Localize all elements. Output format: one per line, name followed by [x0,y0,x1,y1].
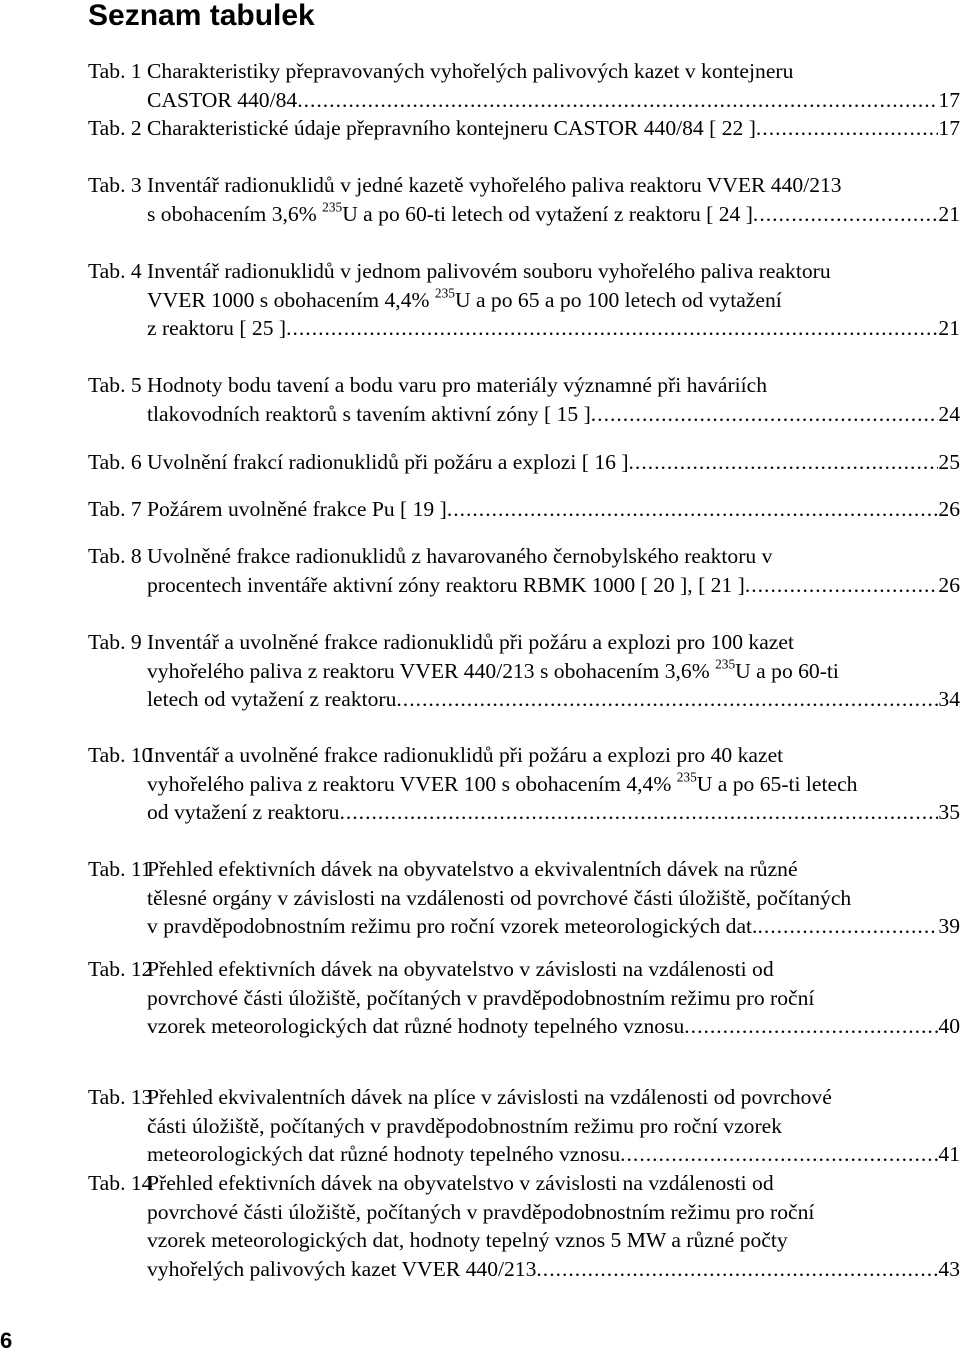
page-ref: 25 [938,450,960,474]
isotope-superscript: 235 [322,198,343,214]
entry-last-line [147,495,960,524]
toc-entry-tab-12[interactable] [88,955,960,1041]
entry-label: Tab. 4 [88,259,142,283]
entry-text-part: U a po 60-ti letech od vytažení z reaktoru [ 24 ] [342,201,753,226]
toc-entry-tab-4[interactable] [88,257,960,343]
entry-text-line: Přehled ekvivalentních dávek na plíce v závislosti na vzdálenosti od povrchové [147,1085,832,1109]
entry-text-line: Inventář a uvolněné frakce radionuklidů při požáru a explozi pro 40 kazet [147,743,784,767]
entry-last-line [147,200,960,229]
toc-entry-tab-5[interactable] [88,371,960,428]
entry-text: Charakteristické údaje přepravního kontejneru CASTOR 440/84 [ 22 ] [147,116,756,140]
page-title: Seznam tabulek [88,0,315,32]
entry-text: tlakovodních reaktorů s tavením aktivní zóny [ 15 ] [147,401,591,426]
dot-leader [339,798,938,827]
dot-leader [591,400,939,429]
entry-label: Tab. 10 [88,743,153,767]
page-ref: 17 [938,87,960,112]
entry-last-line [147,912,960,941]
entry-last-line [147,798,960,827]
toc-entry-tab-2[interactable] [88,114,960,143]
entry-text-line [147,770,960,799]
entry-last-line [147,1012,960,1041]
entry-text: CASTOR 440/84 [147,87,298,112]
dot-leader [536,1255,938,1284]
entry-last-line [147,685,960,714]
entry-last-line [147,571,960,600]
entry-last-line [147,114,960,143]
entry-text-part: vyhořelého paliva z reaktoru VVER 440/213 s obohacením 3,6% [147,658,716,683]
page-ref: 40 [938,1014,960,1038]
page-ref: 24 [938,401,960,426]
toc-entry-tab-9[interactable] [88,628,960,714]
dot-leader [753,200,938,229]
entry-label: Tab. 1 [88,59,142,83]
entry-text-line [147,657,960,686]
toc-entry-tab-1[interactable] [88,57,960,114]
entry-text-line: vzorek meteorologických dat, hodnoty tepelný vznos 5 MW a různé počty [147,1228,788,1252]
entry-text-line: tělesné orgány v závislosti na vzdálenosti od povrchové části úložiště, počítaných [147,885,852,910]
entry-last-line [147,1140,960,1169]
page-ref: 39 [938,914,960,938]
dot-leader [745,571,939,600]
isotope-superscript: 235 [715,655,736,671]
page-ref: 34 [938,687,960,711]
entry-text-line: Přehled efektivních dávek na obyvatelstvo a ekvivalentních dávek na různé [147,857,798,881]
entry-last-line [147,400,960,429]
entry-text-line: Hodnoty bodu tavení a bodu varu pro materiály významné při haváriích [147,373,768,397]
dot-leader [756,114,939,143]
isotope-superscript: 235 [676,768,697,784]
page-ref: 17 [938,116,960,140]
dot-leader [297,86,938,115]
page-ref: 35 [938,800,960,824]
entry-text-line: Přehled efektivních dávek na obyvatelstvo v závislosti na vzdálenosti od [147,957,774,981]
entry-text-line: Inventář a uvolněné frakce radionuklidů při požáru a explozi pro 100 kazet [147,630,794,654]
entry-text-part: U a po 60-ti [735,658,839,683]
page-ref: 43 [938,1256,960,1281]
entry-last-line [147,448,960,477]
entry-last-line [147,86,960,115]
entry-last-line [147,1255,960,1284]
toc-entry-tab-3[interactable] [88,171,960,228]
entry-text: Požárem uvolněné frakce Pu [ 19 ] [147,497,447,521]
dot-leader [620,1140,938,1169]
toc-entry-tab-10[interactable] [88,741,960,827]
entry-text: od vytažení z reaktoru [147,800,340,824]
page-ref: 26 [938,497,960,521]
entry-text-line: Charakteristiky přepravovaných vyhořelých palivových kazet v kontejneru [147,59,794,83]
entry-label: Tab. 14 [88,1171,153,1195]
entry-text: letech od vytažení z reaktoru [147,687,397,711]
entry-text: procentech inventáře aktivní zóny reaktoru RBMK 1000 [ 20 ], [ 21 ] [147,572,745,597]
entry-text-line: povrchové části úložiště, počítaných v pravděpodobnostním režimu pro roční [147,985,815,1010]
entry-label: Tab. 5 [88,373,142,397]
entry-label: Tab. 6 [88,450,142,474]
page-ref: 41 [938,1142,960,1166]
entry-text: Uvolnění frakcí radionuklidů při požáru a explozi [ 16 ] [147,450,629,474]
isotope-superscript: 235 [434,284,455,300]
entry-label: Tab. 11 [88,857,152,881]
entry-text-line: povrchové části úložiště, počítaných v pravděpodobnostním režimu pro roční [147,1199,815,1224]
dot-leader [757,912,938,941]
entry-text-part: VVER 1000 s obohacením 4,4% [147,287,435,312]
dot-leader [684,1012,938,1041]
entry-text: vyhořelých palivových kazet VVER 440/213 [147,1256,537,1281]
entry-text-line: Přehled efektivních dávek na obyvatelstvo v závislosti na vzdálenosti od [147,1171,774,1195]
toc-entry-tab-6[interactable] [88,448,960,477]
page-ref: 21 [938,316,960,340]
dot-leader [629,448,939,477]
entry-text: meteorologických dat různé hodnoty tepelného vznosu [147,1142,621,1166]
entry-text-part: s obohacením 3,6% [147,201,323,226]
toc-entry-tab-14[interactable] [88,1169,960,1283]
entry-label: Tab. 7 [88,497,142,521]
entry-text: vzorek meteorologických dat různé hodnoty tepelného vznosu [147,1014,685,1038]
toc-entry-tab-7[interactable] [88,495,960,524]
entry-text: v pravděpodobnostním režimu pro roční vzorek meteorologických dat. [147,914,758,938]
entry-text-line: Inventář radionuklidů v jednom palivovém souboru vyhořelého paliva reaktoru [147,259,831,283]
entry-text: z reaktoru [ 25 ] [147,316,287,340]
toc-entry-tab-13[interactable] [88,1083,960,1169]
entry-text-part: vyhořelého paliva z reaktoru VVER 100 s obohacením 4,4% [147,771,677,796]
entry-text-part: U a po 65 a po 100 letech od vytažení [454,287,782,312]
entry-text-line: Uvolněné frakce radionuklidů z havarovaného černobylského reaktoru v [147,544,773,568]
entry-label: Tab. 2 [88,116,142,140]
entry-text-part: U a po 65-ti letech [696,771,858,796]
entry-text-line: Inventář radionuklidů v jedné kazetě vyhořelého paliva reaktoru VVER 440/213 [147,173,842,197]
entry-label: Tab. 13 [88,1085,153,1109]
entry-label: Tab. 9 [88,630,142,654]
toc-entry-tab-11[interactable] [88,855,960,941]
entry-text-line [147,286,960,315]
entry-text [147,200,753,229]
entry-label: Tab. 8 [88,544,142,568]
toc-entry-tab-8[interactable] [88,542,960,599]
entry-last-line [147,314,960,343]
dot-leader [286,314,938,343]
entry-label: Tab. 3 [88,173,142,197]
entry-label: Tab. 12 [88,957,153,981]
page-ref: 21 [938,201,960,226]
page-ref: 26 [938,572,960,597]
entry-text-line: části úložiště, počítaných v pravděpodobnostním režimu pro roční vzorek [147,1113,783,1138]
dot-leader [447,495,939,524]
page-number: 6 [0,1328,13,1353]
dot-leader [396,685,938,714]
